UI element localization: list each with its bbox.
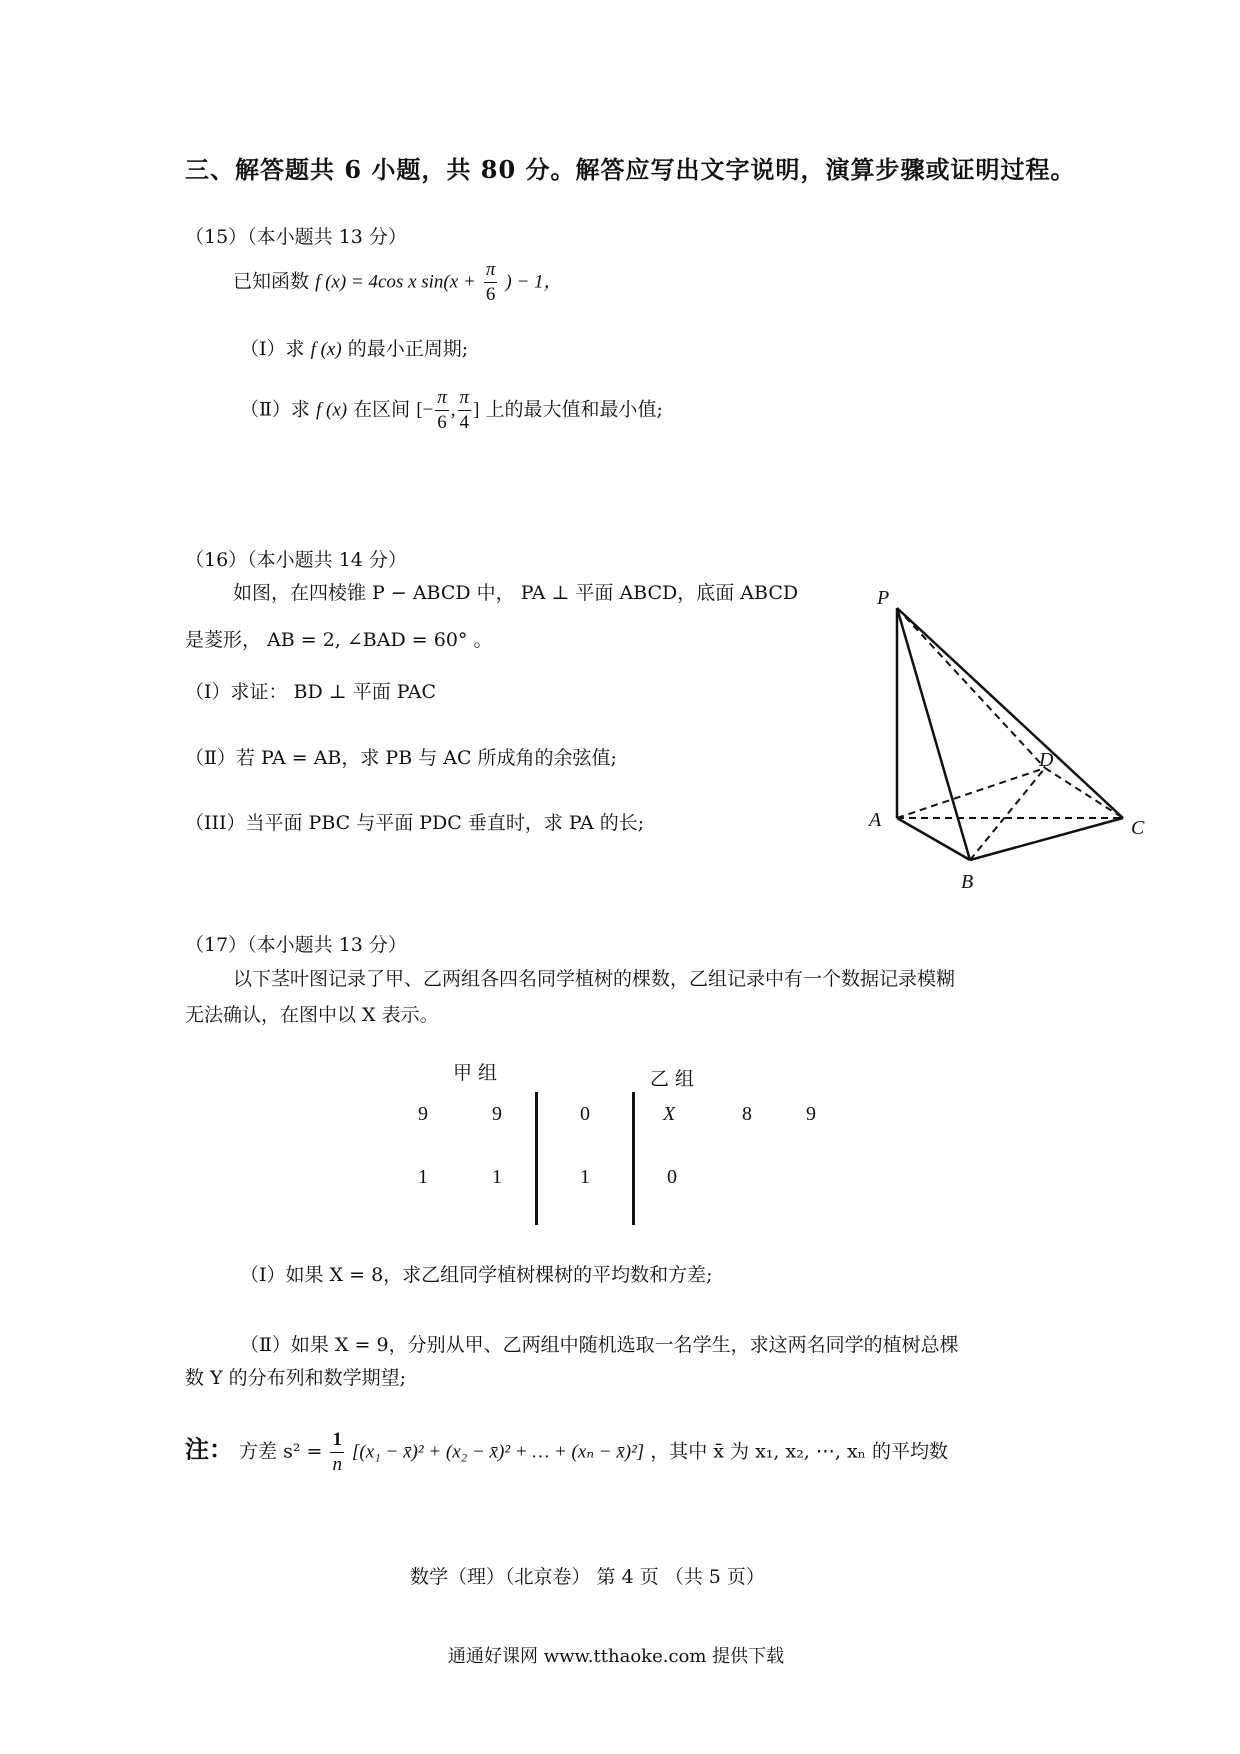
note-formula: [(x₁ − x̄)² + (x₂ − x̄)² + … + (xₙ − x̄)²]	[352, 1441, 645, 1463]
note-suffix: ，其中 x̄ 为 x₁, x₂, ⋯, xₙ 的平均数	[650, 1440, 948, 1463]
q16-header: （16）（本小题共 14 分）	[185, 549, 407, 571]
q15-p2-f2-den: 4	[459, 412, 470, 433]
q15-p2-func: f (x)	[315, 399, 348, 421]
leaf-left-r2-c1: 1	[418, 1166, 428, 1188]
q16-line2: 是菱形， AB = 2, ∠BAD = 60° 。	[185, 629, 493, 651]
q15-part2	[240, 386, 663, 435]
q15-p1-func: f (x)	[310, 339, 342, 360]
leaf-right-r2-c1: 0	[667, 1166, 677, 1188]
q17-part2-line1: （Ⅱ）如果 X = 9，分别从甲、乙两组中随机选取一名学生，求这两名同学的植树总棵	[240, 1334, 959, 1356]
group-left-label: 甲 组	[453, 1062, 498, 1084]
note-fraction	[330, 1428, 344, 1477]
q16-line1: 如图，在四棱锥 P − ABCD 中， PA ⊥ 平面 ABCD，底面 ABCD	[233, 582, 799, 604]
q15-p2-frac1	[435, 386, 449, 435]
note-frac-den: n	[332, 1454, 342, 1475]
source-footer: 通通好课网 www.tthaoke.com 提供下载	[448, 1646, 785, 1667]
q15-p2-text1: 在区间	[353, 398, 411, 421]
q15-stem	[233, 258, 563, 307]
variance-note	[185, 1428, 948, 1477]
q17-part2-line2: 数 Y 的分布列和数学期望;	[185, 1367, 407, 1389]
q15-p2-comma: ,	[450, 399, 456, 421]
edge-DC	[1045, 768, 1123, 818]
q15-fraction	[484, 258, 498, 307]
leaf-left-r1-c2: 9	[492, 1103, 502, 1125]
leaf-left-r1-c1: 9	[418, 1103, 428, 1125]
q15-part1	[240, 334, 468, 361]
stem-divider-right	[632, 1092, 635, 1225]
q15-p2-text2: 上的最大值和最小值;	[485, 398, 663, 421]
q16-part1: （I）求证： BD ⊥ 平面 PAC	[185, 681, 437, 703]
q15-p2-f1-den: 6	[437, 412, 447, 433]
q17-line2: 无法确认，在图中以 X 表示。	[185, 1004, 439, 1026]
q17-line1: 以下茎叶图记录了甲、乙两组各四名同学植树的棵数，乙组记录中有一个数据记录模糊	[233, 968, 956, 990]
label-A: A	[869, 809, 882, 831]
q17-part1: （I）如果 X = 8，求乙组同学植树棵树的平均数和方差;	[240, 1264, 713, 1286]
q15-p2-frac2	[458, 386, 472, 435]
q16-part3: （III）当平面 PBC 与平面 PDC 垂直时，求 PA 的长;	[185, 812, 645, 834]
stem-r2: 1	[580, 1166, 590, 1188]
diagonal-BD	[970, 768, 1045, 860]
leaf-right-r1-c1: X	[663, 1103, 676, 1125]
group-right-label: 乙 组	[650, 1068, 695, 1090]
edge-PC	[897, 608, 1123, 818]
label-D: D	[1039, 749, 1054, 771]
q15-frac-den: 6	[485, 284, 496, 305]
edge-AD	[897, 768, 1045, 818]
q15-header: （15）（本小题共 13 分）	[185, 226, 407, 248]
q15-p1-label: （I）求	[240, 338, 305, 360]
stem-divider-left	[535, 1092, 538, 1225]
q15-p2-f1-num: π	[435, 386, 449, 411]
q15-frac-num: π	[484, 258, 498, 283]
page-footer: 数学（理）（北京卷） 第 4 页 （共 5 页）	[410, 1566, 765, 1588]
q15-p2-open: [−	[416, 399, 434, 421]
edge-BC	[970, 818, 1123, 860]
label-B: B	[961, 871, 974, 893]
q15-p2-f2-num: π	[458, 386, 472, 411]
pyramid-figure	[855, 590, 1175, 900]
q17-header: （17）（本小题共 13 分）	[185, 934, 407, 956]
label-P: P	[877, 590, 890, 609]
note-prefix: 方差 s² =	[239, 1440, 323, 1463]
q15-p2-label: （Ⅱ）求	[240, 398, 310, 421]
leaf-right-r1-c3: 9	[806, 1103, 816, 1125]
label-C: C	[1131, 817, 1145, 839]
leaf-right-r1-c2: 8	[742, 1103, 752, 1125]
section-title: 三、解答题共 6 小题，共 80 分。解答应写出文字说明，演算步骤或证明过程。	[185, 155, 1076, 184]
note-frac-num: 1	[330, 1428, 344, 1453]
note-label: 注：	[185, 1434, 233, 1464]
q15-p1-text: 的最小正周期;	[347, 338, 469, 360]
leaf-left-r2-c2: 1	[492, 1166, 502, 1188]
q15-p2-close: ]	[473, 399, 480, 421]
q16-part2: （Ⅱ）若 PA = AB，求 PB 与 AC 所成角的余弦值;	[185, 747, 617, 769]
q15-stem-prefix: 已知函数	[233, 270, 310, 293]
stem-r1: 0	[580, 1103, 590, 1125]
q15-func-lhs: f (x) = 4cos x sin(x +	[315, 271, 476, 293]
edge-PB	[897, 608, 970, 860]
q15-func-rhs: ) − 1，	[505, 271, 563, 293]
